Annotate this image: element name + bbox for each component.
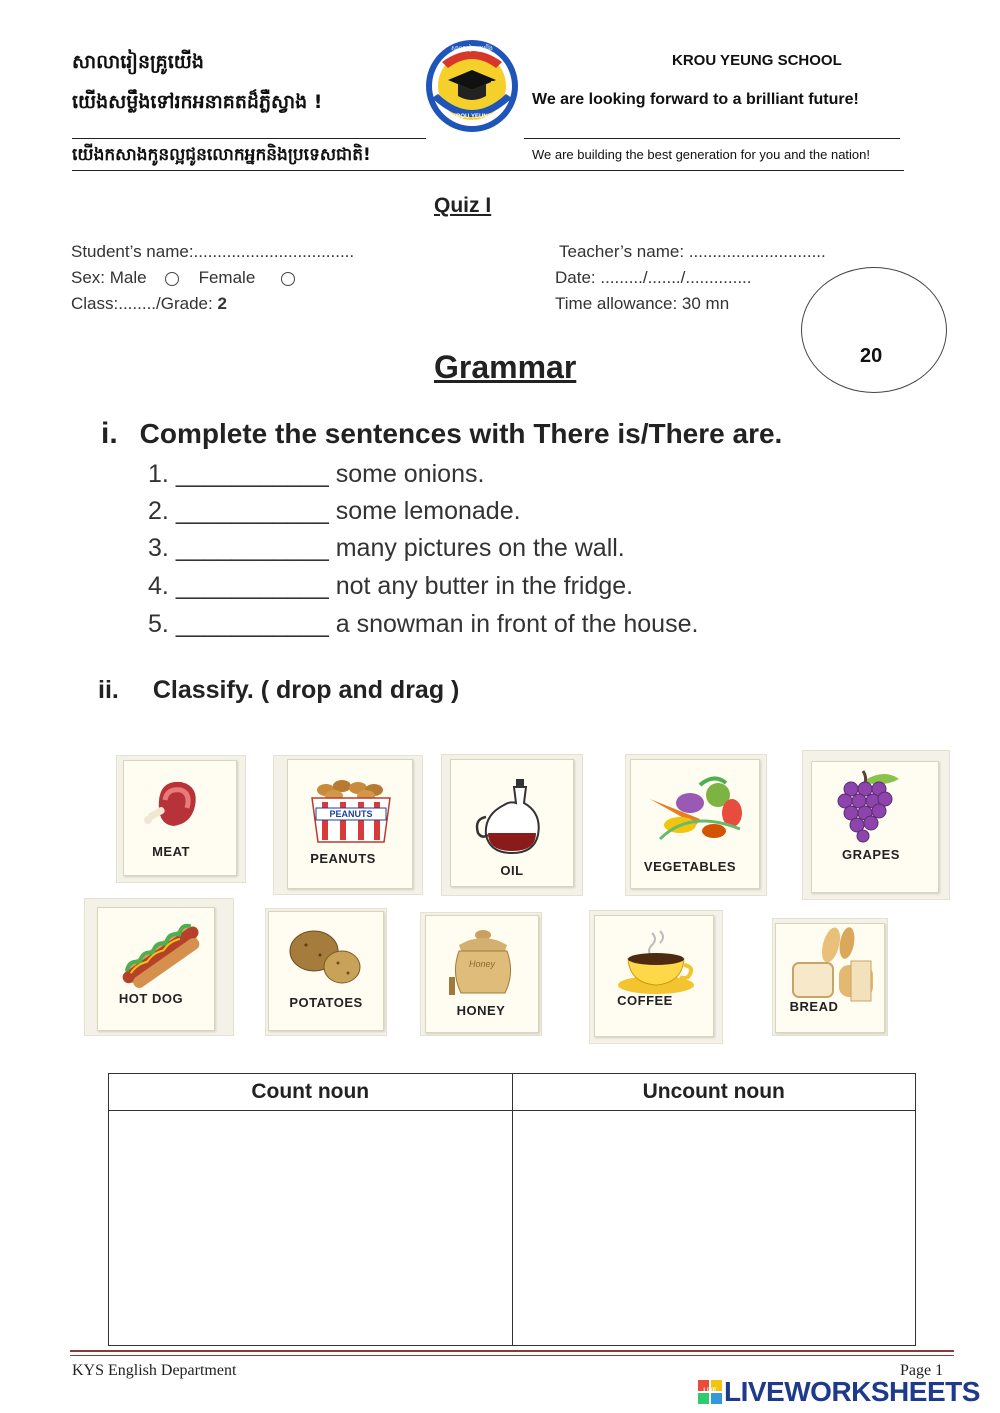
sex-male-label: Sex: Male [71,268,147,287]
uncount-noun-dropzone[interactable] [512,1111,916,1346]
q2-blank[interactable]: ___________ [175,497,329,525]
uncount-noun-header: Uncount noun [512,1074,916,1111]
q4-num: 4. [148,572,169,600]
female-radio[interactable] [281,272,295,286]
q5-num: 5. [148,610,169,638]
q2-text: some lemonade. [335,497,521,525]
class-label: Class:......../Grade: [71,294,218,313]
card-hotdog[interactable] [84,898,234,1036]
footer-rule-thick [70,1350,954,1352]
card-peanuts-label: PEANUTS [310,851,376,866]
khmer-tagline: យើងកសាងកូនល្អជូនលោកអ្នកនិងប្រទេសជាតិ! [72,145,371,165]
card-coffee-label: COFFEE [617,993,673,1008]
card-peanuts[interactable] [273,755,423,895]
q5-text: a snowman in front of the house. [335,610,699,638]
question-4 [148,572,633,601]
class-field[interactable] [71,294,227,314]
count-noun-dropzone[interactable] [109,1111,513,1346]
q1-text: some onions. [335,460,485,488]
section-1-title: Complete the sentences with There is/There are. [139,418,783,449]
potatoes-icon [284,925,368,991]
vegetables-icon [640,769,752,849]
section-2-heading [98,676,459,705]
footer-rule-thin [70,1355,954,1356]
section-1-heading [101,417,782,451]
section-1-numeral: i. [101,417,118,450]
card-bread-label: BREAD [789,999,839,1014]
tagline: We are building the best generation for you and the nation! [532,147,870,162]
count-noun-header: Count noun [109,1074,513,1111]
hotdog-icon [115,919,205,989]
peanuts-bag-text: PEANUTS [329,809,373,819]
q1-blank[interactable]: ___________ [175,460,329,488]
male-radio[interactable] [165,272,179,286]
q4-text: not any butter in the fridge. [335,572,634,600]
question-1 [148,460,484,489]
question-3 [148,534,625,563]
header-rule-bottom [72,170,904,171]
q4-blank[interactable]: ___________ [175,572,329,600]
score-oval [801,267,947,393]
quiz-title: Quiz I [434,194,492,217]
motto: We are looking forward to a brilliant future! [532,91,859,108]
question-2 [148,497,521,526]
school-logo [420,36,524,136]
student-name-field[interactable]: Student’s name:.................................. [71,242,355,261]
q2-num: 2. [148,497,169,525]
section-2-numeral: ii. [98,676,119,704]
logo-top-text: សាលារៀនគ្រូយើង [451,45,493,52]
grammar-title: Grammar [434,349,577,385]
grapes-icon [829,765,909,845]
meat-icon [139,770,209,840]
card-oil-label: OIL [500,863,524,878]
score-value: 20 [860,345,883,367]
sex-female-label: Female [198,268,256,287]
bread-icon [779,925,879,1005]
q3-text: many pictures on the wall. [335,534,625,562]
footer-department: KYS English Department [72,1362,237,1379]
card-meat-label: MEAT [152,844,190,859]
q1-num: 1. [148,460,169,488]
card-vegetables-label: VEGETABLES [643,859,737,874]
khmer-motto: យើងសម្លឹងទៅរកអនាគតដ៏ភ្លឺស្វាង ! [72,91,323,113]
coffee-icon [614,929,698,999]
teacher-name-field[interactable]: Teacher’s name: ............................. [559,242,826,261]
q5-blank[interactable]: ___________ [175,610,329,638]
date-field[interactable]: Date: ........./......./.............. [555,268,752,287]
card-meat[interactable] [116,755,246,883]
sex-row [71,268,301,288]
q3-num: 3. [148,534,169,562]
liveworksheets-badge-icon [698,1380,722,1404]
section-2-title: Classify. ( drop and drag ) [152,676,460,704]
header-rule-left-top [72,138,426,139]
card-hotdog-label: HOT DOG [118,991,184,1006]
card-honey-label: HONEY [456,1003,506,1018]
footer-page: Page 1 [900,1362,944,1379]
card-bread[interactable] [772,918,888,1036]
card-coffee[interactable] [589,910,723,1044]
grade-value: 2 [217,294,227,313]
school-name: KROU YEUNG SCHOOL [672,52,842,69]
card-oil[interactable] [441,754,583,896]
khmer-school-name: សាលារៀនគ្រូយើង [72,51,204,73]
oil-icon [472,775,552,855]
card-potatoes[interactable] [265,908,387,1036]
card-grapes[interactable] [802,750,950,900]
honey-jar-text: Honey [469,959,496,969]
time-allowance: Time allowance: 30 mn [555,294,730,313]
logo-text: KROU YEUNG SCHOOL [451,114,493,126]
header-rule-right-top [524,138,900,139]
q3-blank[interactable]: ___________ [175,534,329,562]
classify-table [108,1073,916,1346]
card-honey[interactable] [420,912,542,1036]
liveworksheets-brand[interactable]: LIVEWORKSHEETS [724,1376,980,1407]
card-grapes-label: GRAPES [842,847,900,862]
card-vegetables[interactable] [625,754,767,896]
liveworksheets-badge-text: LIVE [703,1388,717,1394]
question-5 [148,610,698,639]
card-potatoes-label: POTATOES [289,995,363,1010]
